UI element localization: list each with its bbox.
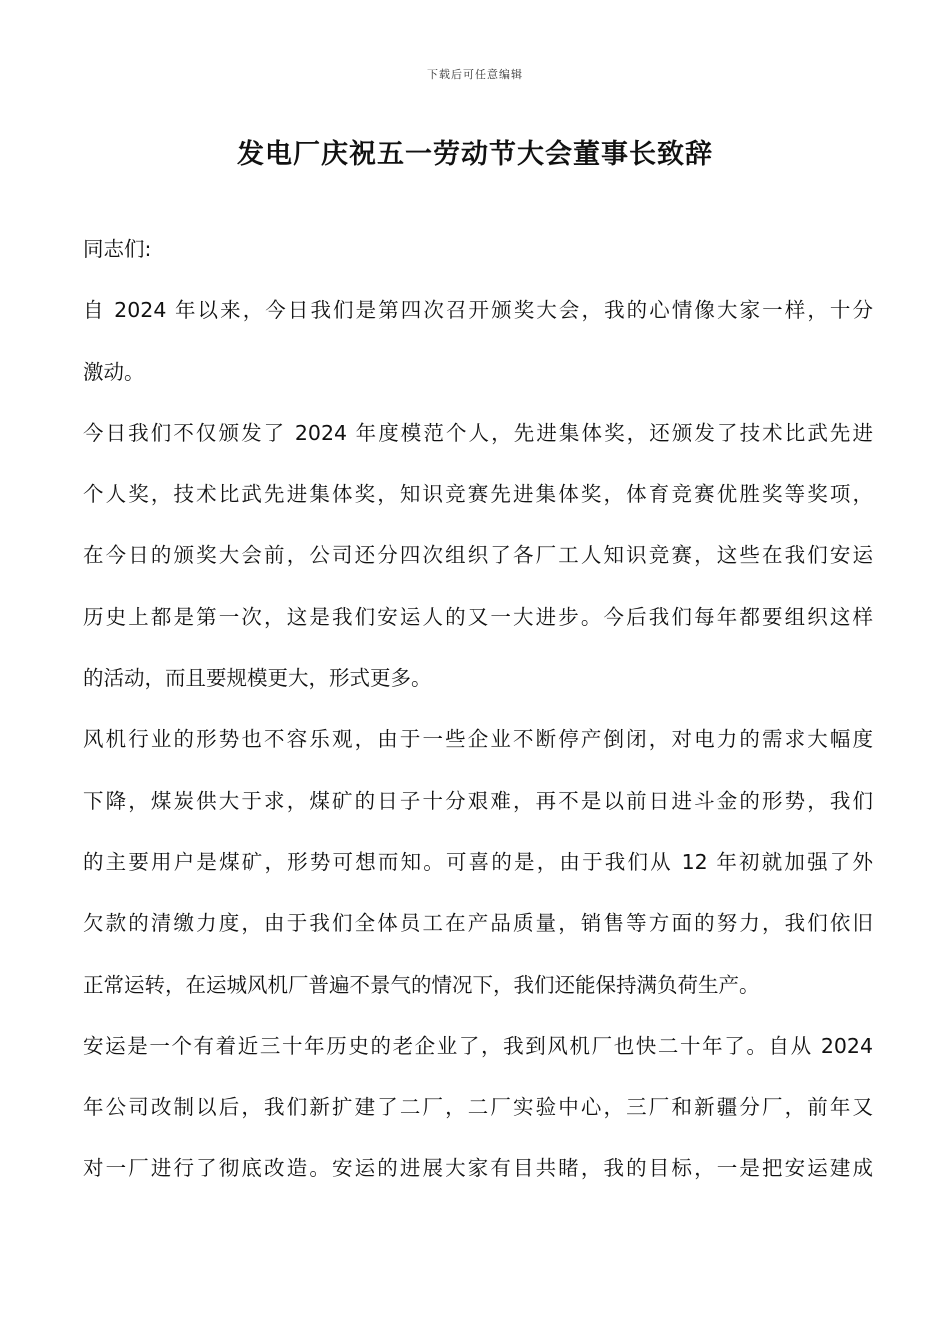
- paragraph: [83, 403, 873, 709]
- text-line: 对一厂进行了彻底改造。安运的进展大家有目共睹，我的目标，一是把安运建成: [83, 1156, 873, 1181]
- text-line: 正常运转，在运城风机厂普遍不景气的情况下，我们还能保持满负荷生产。: [83, 972, 760, 997]
- paragraph-greeting: [83, 219, 873, 280]
- text-line: 的活动，而且要规模更大，形式更多。: [83, 666, 432, 691]
- paragraph: [83, 1016, 873, 1200]
- text-line: 激动。: [83, 359, 145, 384]
- text-line: 欠款的清缴力度，由于我们全体员工在产品质量，销售等方面的努力，我们依旧: [83, 911, 873, 936]
- text-line: 风机行业的形势也不容乐观，由于一些企业不断停产倒闭，对电力的需求大幅度: [83, 727, 873, 752]
- document-body: [83, 219, 873, 1200]
- text-line: 在今日的颁奖大会前，公司还分四次组织了各厂工人知识竞赛，这些在我们安运: [83, 543, 873, 568]
- text-line: 的主要用户是煤矿，形势可想而知。可喜的是，由于我们从 12 年初就加强了外: [83, 849, 873, 874]
- text-line: 个人奖，技术比武先进集体奖，知识竞赛先进集体奖，体育竞赛优胜奖等奖项，: [83, 482, 873, 507]
- document-title: 发电厂庆祝五一劳动节大会董事长致辞: [237, 139, 713, 170]
- text-line: 历史上都是第一次，这是我们安运人的又一大进步。今后我们每年都要组织这样: [83, 604, 873, 629]
- text-line: 安运是一个有着近三十年历史的老企业了，我到风机厂也快二十年了。自从 2024: [83, 1033, 873, 1058]
- text-line: 同志们:: [83, 237, 152, 261]
- text-line: 今日我们不仅颁发了 2024 年度模范个人，先进集体奖，还颁发了技术比武先进: [83, 420, 873, 445]
- text-line: 自 2024 年以来，今日我们是第四次召开颁奖大会，我的心情像大家一样，十分: [83, 298, 873, 323]
- text-line: 下降，煤炭供大于求，煤矿的日子十分艰难，再不是以前日进斗金的形势，我们: [83, 788, 873, 813]
- paragraph: [83, 709, 873, 1015]
- paragraph: [83, 280, 873, 403]
- header-note: 下载后可任意编辑: [427, 68, 523, 81]
- text-line: 年公司改制以后，我们新扩建了二厂，二厂实验中心，三厂和新疆分厂，前年又: [83, 1095, 873, 1120]
